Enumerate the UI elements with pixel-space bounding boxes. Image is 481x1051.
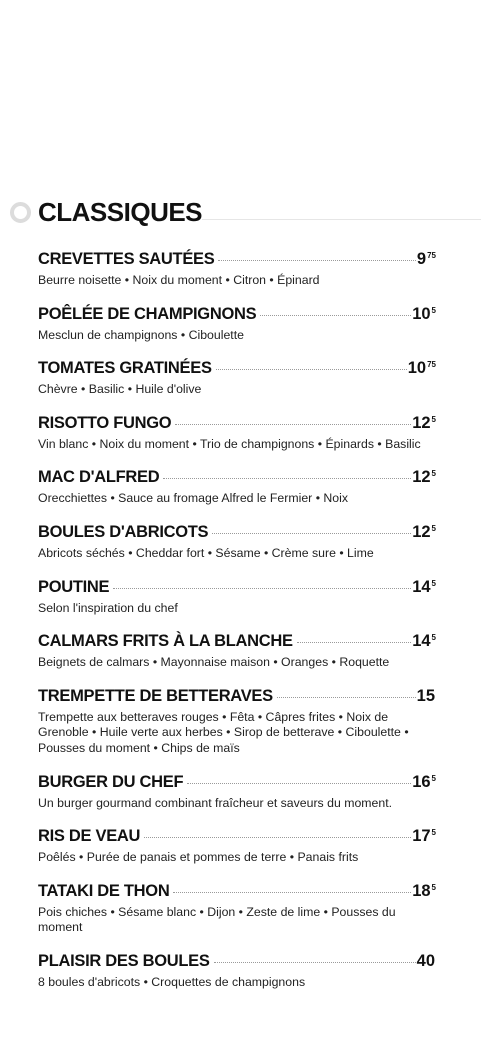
- menu-item-price: [412, 773, 436, 792]
- price-main: 12: [412, 522, 431, 541]
- menu-item-description: Chèvre • Basilic • Huile d'olive: [38, 382, 202, 397]
- menu-item-price: [412, 882, 436, 901]
- menu-item-price: [412, 523, 436, 542]
- menu-item-header: [38, 827, 436, 849]
- section-header: [10, 196, 481, 230]
- ring-bullet-icon: [10, 202, 31, 223]
- price-main: 18: [412, 881, 431, 900]
- menu-item-price: [412, 305, 436, 324]
- menu-item-name: TOMATES GRATINÉES: [38, 359, 212, 378]
- menu-item-header: [38, 882, 436, 904]
- dotted-leader: [260, 315, 411, 316]
- menu-item-description: Beurre noisette • Noix du moment • Citron • Épinard: [38, 273, 320, 287]
- menu-item-name: TATAKI DE THON: [38, 881, 170, 900]
- menu-item-name: POUTINE: [38, 577, 110, 596]
- menu-item-header: [38, 468, 436, 490]
- menu-item-description: Vin blanc • Noix du moment • Trio de champignons • Épinards • Basilic: [38, 436, 421, 451]
- section-title: CLASSIQUES: [38, 197, 203, 227]
- section-divider: [202, 219, 481, 220]
- menu-item-name: BURGER DU CHEF: [38, 772, 184, 791]
- price-main: 16: [412, 772, 431, 791]
- menu-item-description: Mesclun de champignons • Ciboulette: [38, 327, 244, 342]
- price-cents: 5: [431, 773, 436, 783]
- price-cents: 75: [427, 251, 436, 260]
- menu-item-price: [417, 250, 436, 269]
- dotted-leader: [216, 369, 407, 370]
- menu-item-description: Selon l'inspiration du chef: [38, 600, 178, 615]
- menu-item: [38, 578, 436, 617]
- menu-item-description: Poêlés • Purée de panais et pommes de terre • Panais frits: [38, 850, 359, 865]
- menu-item-name: CALMARS FRITS À LA BLANCHE: [38, 632, 293, 651]
- price-cents: 5: [431, 828, 436, 838]
- menu-item: [38, 468, 436, 507]
- price-cents: 5: [431, 414, 436, 424]
- menu-item: [38, 827, 436, 866]
- price-main: 15: [416, 686, 435, 705]
- menu-item-name: POÊLÉE DE CHAMPIGNONS: [38, 304, 257, 323]
- menu-item-price: [412, 468, 436, 487]
- menu-item: [38, 250, 436, 289]
- price-main: 14: [412, 632, 431, 651]
- menu-item-header: [38, 687, 436, 709]
- menu-item-name: RIS DE VEAU: [38, 827, 141, 846]
- menu-item-price: [417, 687, 436, 706]
- dotted-leader: [144, 837, 411, 838]
- price-cents: 5: [431, 578, 436, 588]
- menu-item: [38, 952, 436, 991]
- price-main: 40: [416, 951, 435, 970]
- dotted-leader: [113, 588, 411, 589]
- menu-item-price: [412, 632, 436, 651]
- menu-item-description: Trempette aux betteraves rouges • Fêta • Câpres frites • Noix de Grenoble • Huile verte aux herbes • Sirop de betterave • Ciboulette • Pousses du moment • Chips de maïs: [38, 709, 409, 755]
- price-main: 9: [416, 250, 427, 268]
- menu-item-price: [412, 578, 436, 597]
- menu-item-name: RISOTTO FUNGO: [38, 413, 172, 432]
- price-cents: 5: [431, 469, 436, 479]
- menu-item-price: [417, 952, 436, 971]
- menu-item-price: [412, 827, 436, 846]
- menu-item-description: Beignets de calmars • Mayonnaise maison • Oranges • Roquette: [38, 655, 390, 670]
- menu-item-name: PLAISIR DES BOULES: [38, 951, 210, 970]
- price-cents: 75: [427, 360, 436, 370]
- dotted-leader: [214, 962, 416, 963]
- price-main: 14: [412, 577, 431, 596]
- menu-item-description: Un burger gourmand combinant fraîcheur et saveurs du moment.: [38, 795, 393, 810]
- dotted-leader: [187, 783, 411, 784]
- price-main: 17: [412, 827, 431, 846]
- menu-list: [38, 250, 436, 1007]
- menu-item-price: [408, 359, 436, 378]
- menu-item: [38, 305, 436, 344]
- menu-item: [38, 632, 436, 671]
- menu-item-header: [38, 632, 436, 654]
- price-cents: 5: [431, 305, 436, 315]
- price-main: 12: [412, 413, 431, 432]
- dotted-leader: [297, 642, 412, 643]
- dotted-leader: [212, 533, 411, 534]
- menu-item-header: [38, 305, 436, 327]
- price-main: 10: [412, 304, 431, 323]
- price-main: 10: [407, 359, 427, 378]
- price-cents: 5: [431, 633, 436, 643]
- dotted-leader: [163, 478, 411, 479]
- menu-item: [38, 773, 436, 812]
- dotted-leader: [175, 424, 411, 425]
- menu-item-header: [38, 414, 436, 436]
- menu-item-name: TREMPETTE DE BETTERAVES: [38, 686, 273, 705]
- dotted-leader: [218, 260, 415, 261]
- menu-item-header: [38, 578, 436, 600]
- price-main: 12: [412, 468, 431, 487]
- menu-item: [38, 523, 436, 562]
- menu-item-description: Orecchiettes • Sauce au fromage Alfred le Fermier • Noix: [38, 491, 349, 506]
- menu-item-header: [38, 952, 436, 974]
- menu-item-name: BOULES D'ABRICOTS: [38, 522, 209, 541]
- dotted-leader: [173, 892, 411, 893]
- menu-item-header: [38, 359, 436, 381]
- menu-item: [38, 882, 436, 936]
- menu-item-header: [38, 250, 436, 272]
- price-cents: 5: [431, 523, 436, 533]
- menu-item-name: MAC D'ALFRED: [38, 468, 160, 487]
- menu-item: [38, 414, 436, 453]
- menu-item-price: [412, 414, 436, 433]
- menu-item-name: CREVETTES SAUTÉES: [38, 250, 215, 268]
- menu-item-description: Abricots séchés • Cheddar fort • Sésame • Crème sure • Lime: [38, 545, 374, 560]
- menu-item-description: Pois chiches • Sésame blanc • Dijon • Zeste de lime • Pousses du moment: [38, 904, 396, 935]
- dotted-leader: [277, 697, 416, 698]
- menu-item-header: [38, 523, 436, 545]
- menu-item-description: 8 boules d'abricots • Croquettes de champignons: [38, 974, 306, 989]
- menu-item: [38, 359, 436, 398]
- price-cents: 5: [431, 882, 436, 892]
- menu-item: [38, 687, 436, 757]
- menu-item-header: [38, 773, 436, 795]
